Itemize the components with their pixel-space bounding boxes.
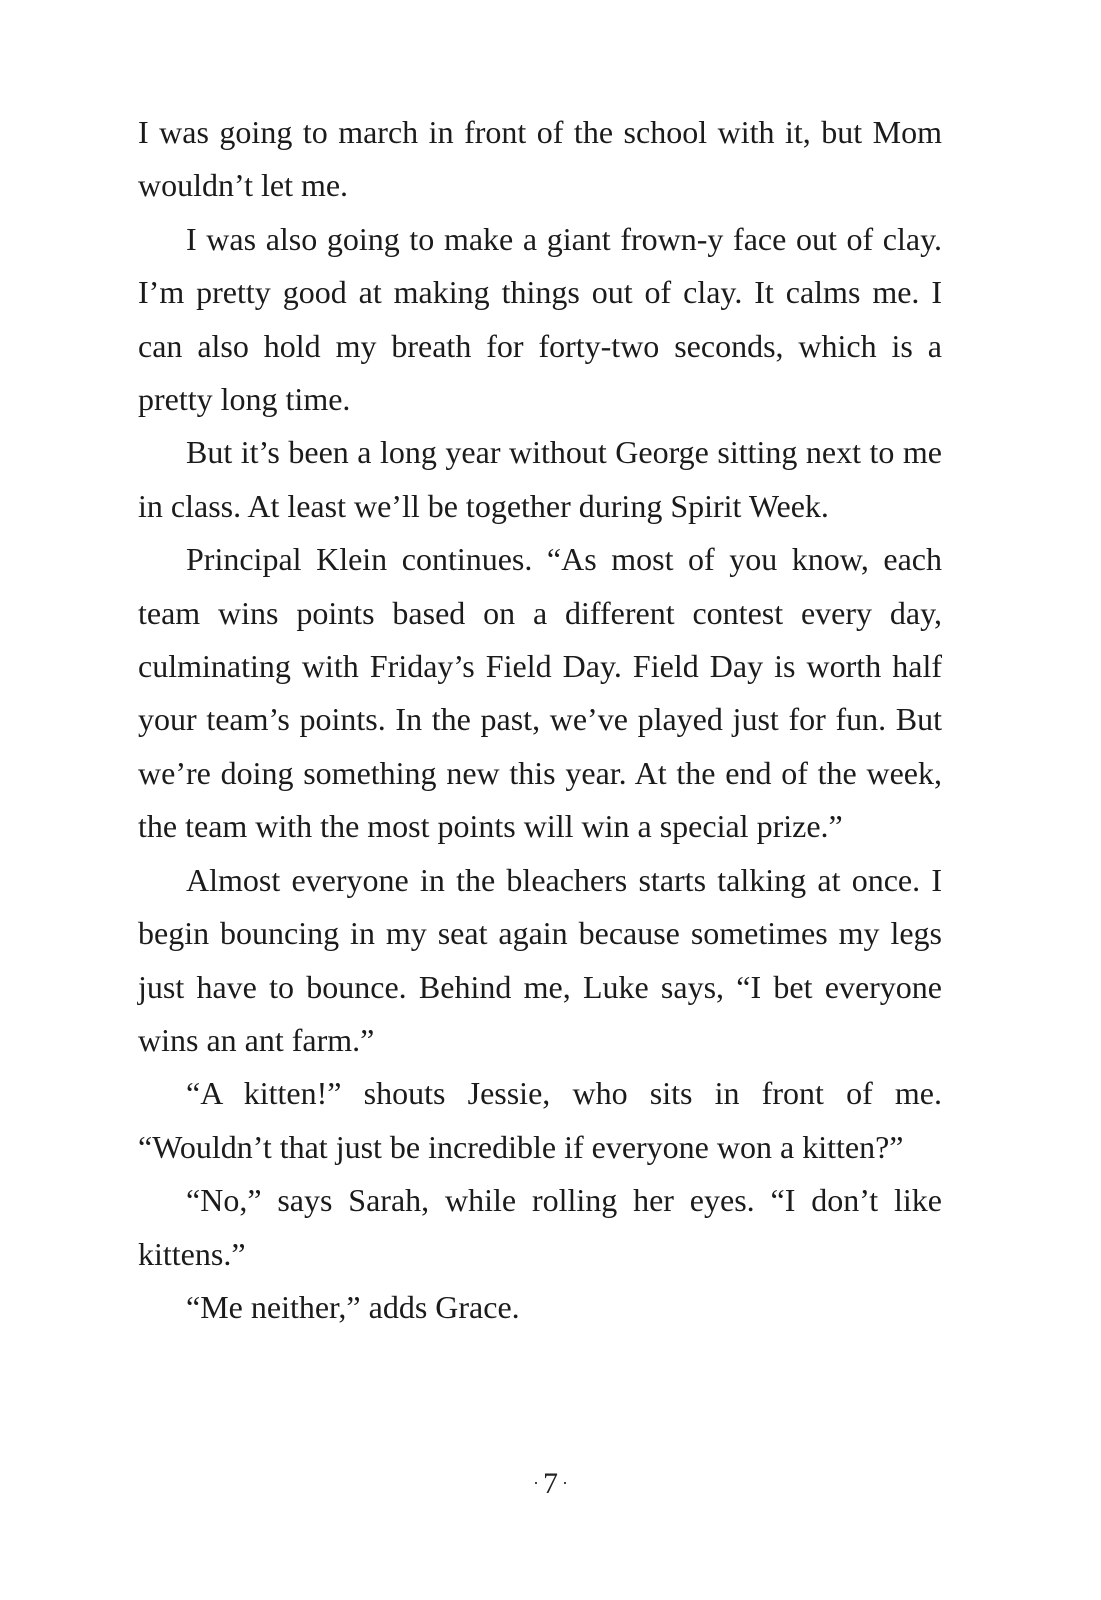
paragraph-6: “A kitten!” shouts Jessie, who sits in front of me. “Wouldn’t that just be incredible if everyone won a kitten?” [138, 1075, 942, 1165]
folio-dot-left: · [533, 1473, 539, 1493]
paragraph-4: Principal Klein continues. “As most of you know, each team wins points based on a different contest every day, culminating with Friday’s Field Day. Field Day is worth half your team’s points. In the past, we’ve played just for fun. But we’re doing something new this year. At the end of the week, the team with the most points will win a special prize.” [138, 541, 942, 845]
page-number-folio [0, 1466, 1101, 1505]
folio-dot-right: · [562, 1473, 568, 1493]
paragraph-2: I was also going to make a giant frown-y face out of clay. I’m pretty good at making things out of clay. It calms me. I can also hold my breath for forty-two seconds, which is a pretty long time. [138, 220, 942, 418]
paragraph-5: Almost everyone in the bleachers starts talking at once. I begin bouncing in my seat again because sometimes my legs just have to bounce. Behind me, Luke says, “I bet everyone wins an ant farm.” [138, 861, 942, 1058]
body-text [138, 106, 942, 1334]
paragraph-3: But it’s been a long year without George sitting next to me in class. At least we’ll be together during Spirit Week. [138, 434, 942, 524]
paragraph-8: “Me neither,” adds Grace. [186, 1288, 520, 1325]
paragraph-7: “No,” says Sarah, while rolling her eyes. “I don’t like kittens.” [138, 1182, 942, 1272]
page-number: 7 [543, 1467, 558, 1500]
paragraph-1: I was going to march in front of the school with it, but Mom wouldn’t let me. [138, 114, 942, 204]
